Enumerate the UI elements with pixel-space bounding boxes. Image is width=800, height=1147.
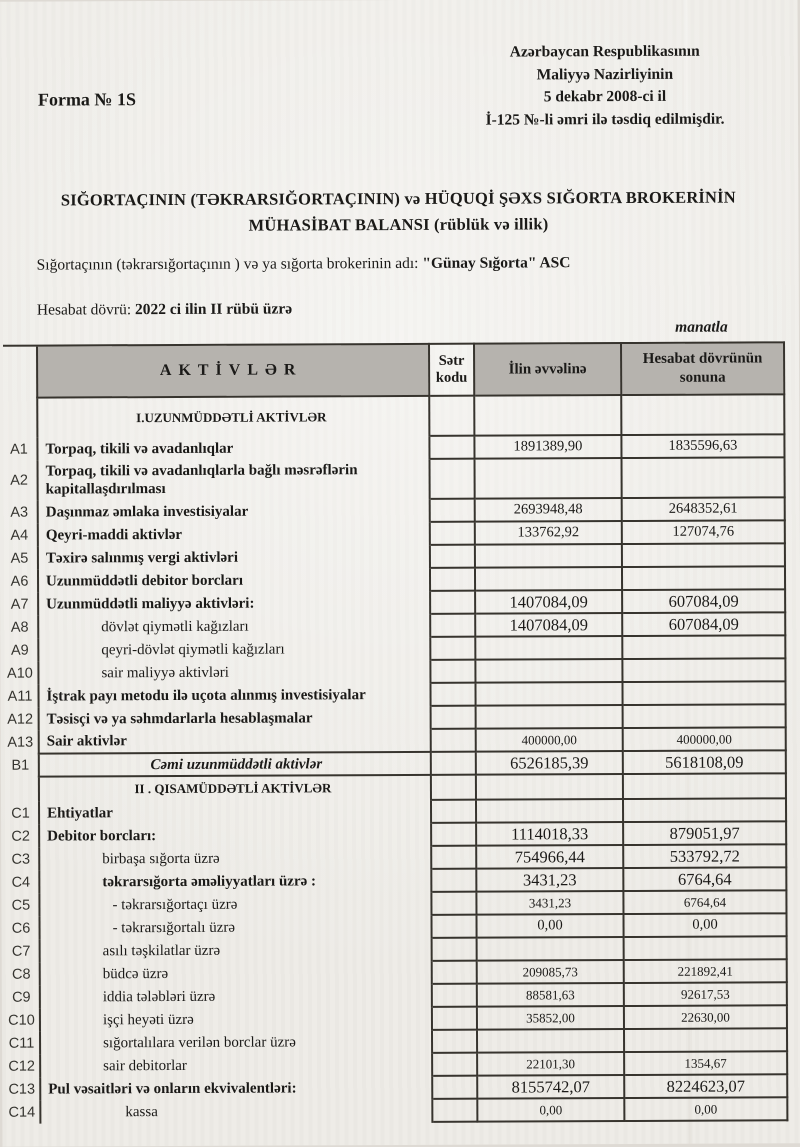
code-cell <box>430 683 475 706</box>
value-end: 22630,00 <box>624 1005 787 1029</box>
row-code: A3 <box>10 504 29 521</box>
value-begin <box>475 458 622 499</box>
value-end <box>623 704 786 728</box>
row-code: A4 <box>10 527 29 544</box>
row-label: sair maliyyə aktivləri <box>38 660 430 685</box>
code-cell <box>431 706 476 729</box>
row-c4 <box>5 867 786 893</box>
period-label: Hesabat dövrü: <box>36 301 136 319</box>
row-label: işçi heyəti üzrə <box>40 1007 432 1032</box>
row-a1 <box>3 434 784 460</box>
value-end <box>621 394 784 435</box>
end-of-period-header: Hesabat dövrünün sonuna <box>621 342 784 395</box>
row-a7 <box>4 589 785 615</box>
value-end <box>622 566 785 590</box>
approval-line: İ-125 №-li əmri ilə təsdiq edilmişdir. <box>485 110 725 129</box>
row-label: iddia tələbləri üzrə <box>40 984 432 1009</box>
code-cell <box>431 869 476 892</box>
value-end: 400000,00 <box>623 727 786 751</box>
row-code: C5 <box>11 897 31 914</box>
value-end: 607084,09 <box>622 612 785 636</box>
code-cell <box>431 915 476 938</box>
row-label: Debitor borcları: <box>39 823 431 848</box>
code-cell <box>430 459 475 499</box>
row-c14 <box>6 1097 787 1123</box>
code-cell <box>432 1099 477 1122</box>
row-label: dövlət qiymətli kağızları <box>38 614 430 639</box>
value-begin: 754966,44 <box>476 845 623 869</box>
value-begin <box>475 682 622 706</box>
balance-sheet-table <box>3 341 788 1124</box>
value-end: 8224623,07 <box>624 1074 787 1098</box>
row-code: C11 <box>8 1035 35 1052</box>
row-a12 <box>5 704 786 730</box>
value-begin <box>475 567 622 591</box>
value-begin: 8155742,07 <box>477 1075 624 1099</box>
value-begin <box>477 1029 624 1053</box>
value-begin: 6526185,39 <box>476 751 623 775</box>
row-c10 <box>6 1005 787 1031</box>
row-a11 <box>4 681 785 707</box>
code-cell <box>429 436 474 459</box>
row-a5 <box>4 543 785 569</box>
row-code: C7 <box>11 943 31 960</box>
row-code <box>5 777 39 802</box>
code-cell <box>430 545 475 568</box>
row-code: C6 <box>11 920 31 937</box>
section-row-short-term-assets <box>5 773 786 801</box>
row-label: Sair aktivlər <box>39 729 431 754</box>
value-end <box>623 773 786 799</box>
table-header-row <box>3 342 784 397</box>
row-a9 <box>4 635 785 661</box>
row-label: Cəmi uzunmüddətli aktivlər <box>39 752 431 777</box>
value-begin <box>476 774 623 800</box>
code-cell <box>431 752 476 775</box>
row-code: A6 <box>10 573 29 590</box>
value-begin: 3431,23 <box>476 868 623 892</box>
row-code: A8 <box>10 619 29 636</box>
value-begin: 22101,30 <box>477 1052 624 1076</box>
currency-note: manatla <box>675 318 728 336</box>
row-b1-total-long-term <box>5 750 786 776</box>
value-end <box>623 798 786 822</box>
value-end: 0,00 <box>624 1097 787 1121</box>
row-code: C12 <box>8 1058 35 1075</box>
row-c1 <box>5 798 786 824</box>
row-code: B1 <box>11 757 30 774</box>
value-end: 1835596,63 <box>621 434 784 458</box>
value-end: 1354,67 <box>624 1051 787 1075</box>
value-end: 879051,97 <box>623 821 786 845</box>
value-begin: 35852,00 <box>477 1006 624 1030</box>
value-begin: 3431,23 <box>476 891 623 915</box>
code-cell <box>432 938 477 961</box>
insurer-name-line <box>37 254 571 274</box>
gutter-cell <box>3 346 37 398</box>
code-cell <box>430 568 475 591</box>
assets-header: AKTİVLƏR <box>37 344 429 398</box>
row-label: asılı təşkilatlar üzrə <box>40 938 432 963</box>
code-cell <box>431 729 476 752</box>
value-end: 607084,09 <box>622 589 785 613</box>
row-label: Uzunmüddətli debitor borcları <box>38 568 430 593</box>
value-begin: 0,00 <box>476 914 623 938</box>
row-label: Uzunmüddətli maliyyə aktivləri: <box>38 591 430 616</box>
code-cell <box>431 846 476 869</box>
code-cell <box>432 1076 477 1099</box>
row-label: Torpaq, tikili və avadanlıqlar <box>37 436 429 461</box>
row-code: C9 <box>12 989 31 1006</box>
row-label: birbaşa sığorta üzrə <box>39 846 431 871</box>
code-cell <box>430 591 475 614</box>
value-begin: 1114018,33 <box>476 822 623 846</box>
row-a4 <box>4 520 785 546</box>
row-label: Torpaq, tikili və avadanlıqlarla bağlı məsrəflərin kapitallaşdırılması <box>38 459 430 501</box>
value-end: 6764,64 <box>623 867 786 891</box>
value-end: 533792,72 <box>623 844 786 868</box>
row-c8 <box>6 959 787 985</box>
insurer-name: "Günay Sığorta" ASC <box>422 254 571 272</box>
row-code: C10 <box>8 1012 35 1029</box>
value-begin <box>477 937 624 961</box>
value-end <box>624 936 787 960</box>
row-label: büdcə üzrə <box>40 961 432 986</box>
row-label: sair debitorlar <box>40 1053 432 1078</box>
value-end: 0,00 <box>623 913 786 937</box>
code-cell <box>431 892 476 915</box>
row-code: A1 <box>10 441 28 458</box>
value-begin: 2693948,48 <box>475 498 622 522</box>
row-c3 <box>5 844 786 870</box>
approval-block <box>460 40 750 131</box>
code-cell <box>431 775 476 800</box>
value-end <box>622 658 785 682</box>
value-end: 5618108,09 <box>623 750 786 774</box>
reporting-period-line <box>37 300 292 319</box>
value-end: 6764,64 <box>623 890 786 914</box>
code-cell <box>430 660 475 683</box>
row-label: Təxirə salınmış vergi aktivləri <box>38 545 430 570</box>
row-code: C4 <box>11 874 31 891</box>
row-code: A7 <box>10 596 29 613</box>
section-title: II . QISAMÜDDƏTLİ AKTİVLƏR <box>39 775 431 802</box>
row-label: Qeyri-maddi aktivlər <box>38 522 430 547</box>
row-label: Təsisçi və ya səhmdarlarla hesablaşmalar <box>39 706 431 731</box>
approval-line: Azərbaycan Respublikasının <box>509 42 700 61</box>
row-code: C14 <box>8 1104 36 1121</box>
code-cell <box>432 1030 477 1053</box>
value-end <box>622 681 785 705</box>
row-code: A9 <box>10 642 29 659</box>
row-label: - təkrarsığortaçı üzrə <box>39 892 431 917</box>
row-code: A12 <box>7 711 34 728</box>
period-value: 2022 ci ilin II rübü üzrə <box>134 300 293 319</box>
value-begin <box>475 636 622 660</box>
row-c7 <box>6 936 787 962</box>
value-begin: 1891389,90 <box>474 435 621 459</box>
row-code: A13 <box>7 734 34 751</box>
code-cell <box>432 1007 477 1030</box>
code-cell <box>431 800 476 823</box>
value-begin <box>476 799 623 823</box>
row-a13 <box>5 727 786 753</box>
value-end <box>624 1028 787 1052</box>
value-end: 127074,76 <box>622 520 785 544</box>
value-begin <box>474 395 621 436</box>
insurer-label: Sığortaçının (təkrarsığortaçının ) və ya sığorta brokerinin adı: <box>36 254 423 274</box>
code-cell <box>432 984 477 1007</box>
code-cell <box>430 522 475 545</box>
row-code-header: Sətr kodu <box>429 344 474 396</box>
value-end <box>622 457 785 498</box>
row-a3 <box>4 497 785 523</box>
row-c5 <box>5 890 786 916</box>
value-begin <box>475 544 622 568</box>
code-cell <box>432 1053 477 1076</box>
row-label: sığortalılara verilən borclar üzrə <box>40 1030 432 1055</box>
row-c13 <box>6 1074 787 1100</box>
document-title <box>28 184 768 239</box>
row-code: C2 <box>11 828 30 845</box>
value-end <box>622 635 785 659</box>
code-cell <box>430 614 475 637</box>
value-begin <box>476 705 623 729</box>
row-code: A5 <box>10 550 29 567</box>
value-end <box>622 543 785 567</box>
row-label: təkrarsığorta əməliyyatları üzrə : <box>39 869 431 894</box>
row-a10 <box>4 658 785 684</box>
title-line-2: MÜHASİBAT BALANSI (rüblük və illik) <box>248 214 549 235</box>
row-c2 <box>5 821 786 847</box>
value-end: 92617,53 <box>624 982 787 1006</box>
begin-of-year-header: İlin əvvəlinə <box>474 343 621 396</box>
value-begin <box>475 659 622 683</box>
row-code: C13 <box>8 1081 36 1098</box>
approval-line: 5 dekabr 2008-ci il <box>543 87 667 106</box>
value-begin: 0,00 <box>477 1098 624 1122</box>
row-label: - təkrarsığortalı üzrə <box>39 915 431 940</box>
value-end: 221892,41 <box>624 959 787 983</box>
form-number: Forma № 1S <box>37 89 137 110</box>
code-cell <box>430 637 475 660</box>
value-begin: 1407084,09 <box>475 590 622 614</box>
row-a6 <box>4 566 785 592</box>
row-a2 <box>4 457 785 500</box>
value-begin: 209085,73 <box>477 960 624 984</box>
value-begin: 133762,92 <box>475 521 622 545</box>
approval-line: Maliyyə Nazirliyinin <box>536 65 674 83</box>
row-code: C1 <box>11 805 30 822</box>
code-cell <box>429 396 474 436</box>
value-begin: 88581,63 <box>477 983 624 1007</box>
code-cell <box>431 823 476 846</box>
row-c12 <box>6 1051 787 1077</box>
section-row-long-term-assets <box>3 394 784 437</box>
section-title: I.UZUNMÜDDƏTLİ AKTİVLƏR <box>37 396 429 438</box>
row-a8 <box>4 612 785 638</box>
row-label: Ehtiyatlar <box>39 800 431 825</box>
row-c9 <box>6 982 787 1008</box>
row-label: kassa <box>40 1099 432 1124</box>
code-cell <box>432 961 477 984</box>
row-label: Daşınmaz əmlaka investisiyalar <box>38 499 430 524</box>
value-begin: 400000,00 <box>476 728 623 752</box>
value-begin: 1407084,09 <box>475 613 622 637</box>
row-code: A11 <box>7 688 33 705</box>
row-code: C8 <box>11 966 31 983</box>
row-code: A2 <box>10 472 29 489</box>
title-line-1: SIĞORTAÇININ (TƏKRARSIĞORTAÇININ) və HÜQUQİ ŞƏXS SIĞORTA BROKERİNİN <box>60 187 736 210</box>
row-code <box>3 398 37 438</box>
row-c11 <box>6 1028 787 1054</box>
row-code: C3 <box>11 851 31 868</box>
row-c6 <box>5 913 786 939</box>
row-label: qeyri-dövlət qiymətli kağızları <box>38 637 430 662</box>
row-label: İştrak payı metodu ilə uçota alınmış investisiyalar <box>38 683 430 708</box>
value-end: 2648352,61 <box>622 497 785 521</box>
row-code: A10 <box>6 665 33 682</box>
code-cell <box>430 499 475 522</box>
row-label: Pul vəsaitləri və onların ekvivalentləri: <box>40 1076 432 1101</box>
